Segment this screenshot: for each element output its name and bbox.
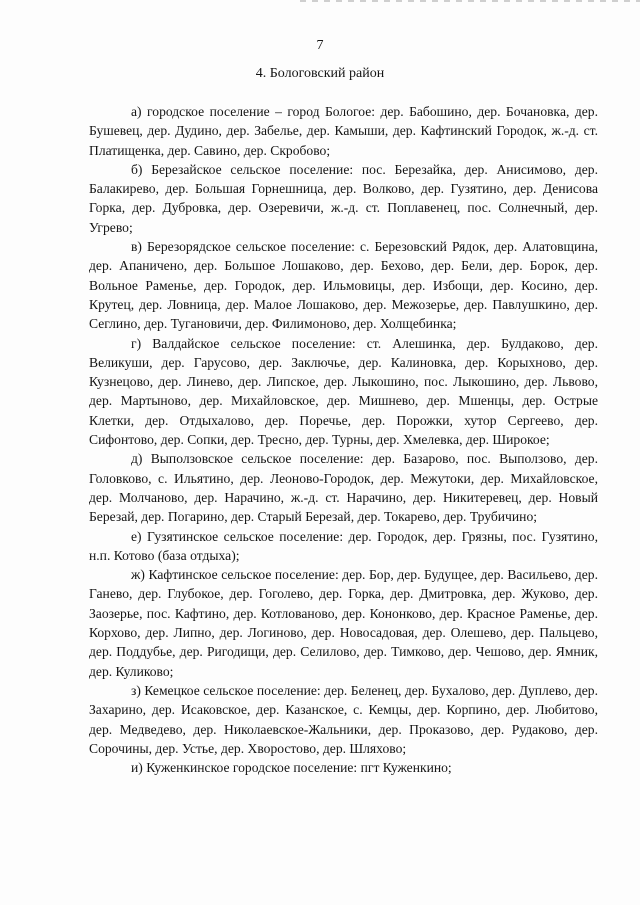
scan-edge-line [300,0,640,2]
paragraph-e: е) Гузятинское сельское поселение: дер. Городок, дер. Грязны, пос. Гузятино, н.п. Котово (база отдыха); [89,528,598,563]
section-title: 4. Бологовский район [255,66,385,81]
paragraph-g: г) Валдайское сельское поселение: ст. Алешинка, дер. Булдаково, дер. Великуши, дер. Гарусово, дер. Заключье, дер. Калиновка, дер. Корыхново, дер. Кузнецово, дер. Линево, дер. Липское, дер. Лыкошино, пос. Лыкошино, дер. Львово, дер. Мартыново, дер. Михайловское, дер. Мишнево, дер. Мшенцы, дер. Острые Клетки, дер. Отдыхалово, дер. Поречье, дер. Порожки, хутор Сергеево, дер. Сифонтово, дер. Сопки, дер. Тресно, дер. Турны, дер. Хмелевка, дер. Широкое; [89,335,598,448]
paragraph-a: а) городское поселение – город Бологое: дер. Бабошино, дер. Бочановка, дер. Бушевец, дер. Дудино, дер. Забелье, дер. Камыши, дер. Кафтинский Городок, ж.-д. ст. Платищенка, дер. Савино, дер. Скробово; [89,104,598,158]
document-body [89,102,598,777]
paragraph-v: в) Березорядское сельское поселение: с. Березовский Рядок, дер. Алатовщина, дер. Апаничено, дер. Большое Лошаково, дер. Бехово, дер. Бели, дер. Борок, дер. Вольное Раменье, дер. Городок, дер. Ильмовицы, дер. Избощи, дер. Косино, дер. Крутец, дер. Ловница, дер. Малое Лошаково, дер. Межозерье, дер. Павлушкино, дер. Сеглино, дер. Тугановичи, дер. Филимоново, дер. Холщебинка; [89,239,598,332]
paragraph-zh: ж) Кафтинское сельское поселение: дер. Бор, дер. Будущее, дер. Васильево, дер. Ганево, дер. Глубокое, дер. Гоголево, дер. Горка, дер. Дмитровка, дер. Жуково, дер. Заозерье, пос. Кафтино, дер. Котлованово, дер. Кононково, дер. Красное Раменье, дер. Корхово, дер. Липно, дер. Логиново, дер. Новосадовая, дер. Олешево, дер. Пальцево, дер. Поддубье, дер. Ригодищи, дер. Селилово, дер. Тимково, дер. Чешово, дер. Ямник, дер. Куликово; [89,567,598,679]
paragraph-z: з) Кемецкое сельское поселение: дер. Беленец, дер. Бухалово, дер. Дуплево, дер. Захарино, дер. Исаковское, дер. Казанское, с. Кемцы, дер. Корпино, дер. Любитово, дер. Медведево, дер. Николаевское-Жальники, дер. Проказово, дер. Рудаково, дер. Сорочины, дер. Устье, дер. Хворостово, дер. Шляхово; [89,682,598,756]
paragraph-d: д) Выползовское сельское поселение: дер. Базарово, пос. Выползово, дер. Головково, с. Ильятино, дер. Леоново-Городок, дер. Межутоки, дер. Михайловское, дер. Молчаново, дер. Нарачино, ж.-д. ст. Нарачино, дер. Никитеревец, дер. Новый Березай, дер. Погарино, дер. Старый Березай, дер. Токарево, дер. Трубичино; [89,451,598,525]
paragraph-b: б) Березайское сельское поселение: пос. Березайка, дер. Анисимово, дер. Балакирево, дер. Большая Горнешница, дер. Волково, дер. Гузятино, дер. Денисова Горка, дер. Дубровка, дер. Озеревичи, ж.-д. ст. Поплавенец, пос. Солнечный, дер. Угрево; [89,161,598,235]
page-number: 7 [316,38,324,53]
paragraph-i: и) Куженкинское городское поселение: пгт Куженкино; [131,760,452,776]
